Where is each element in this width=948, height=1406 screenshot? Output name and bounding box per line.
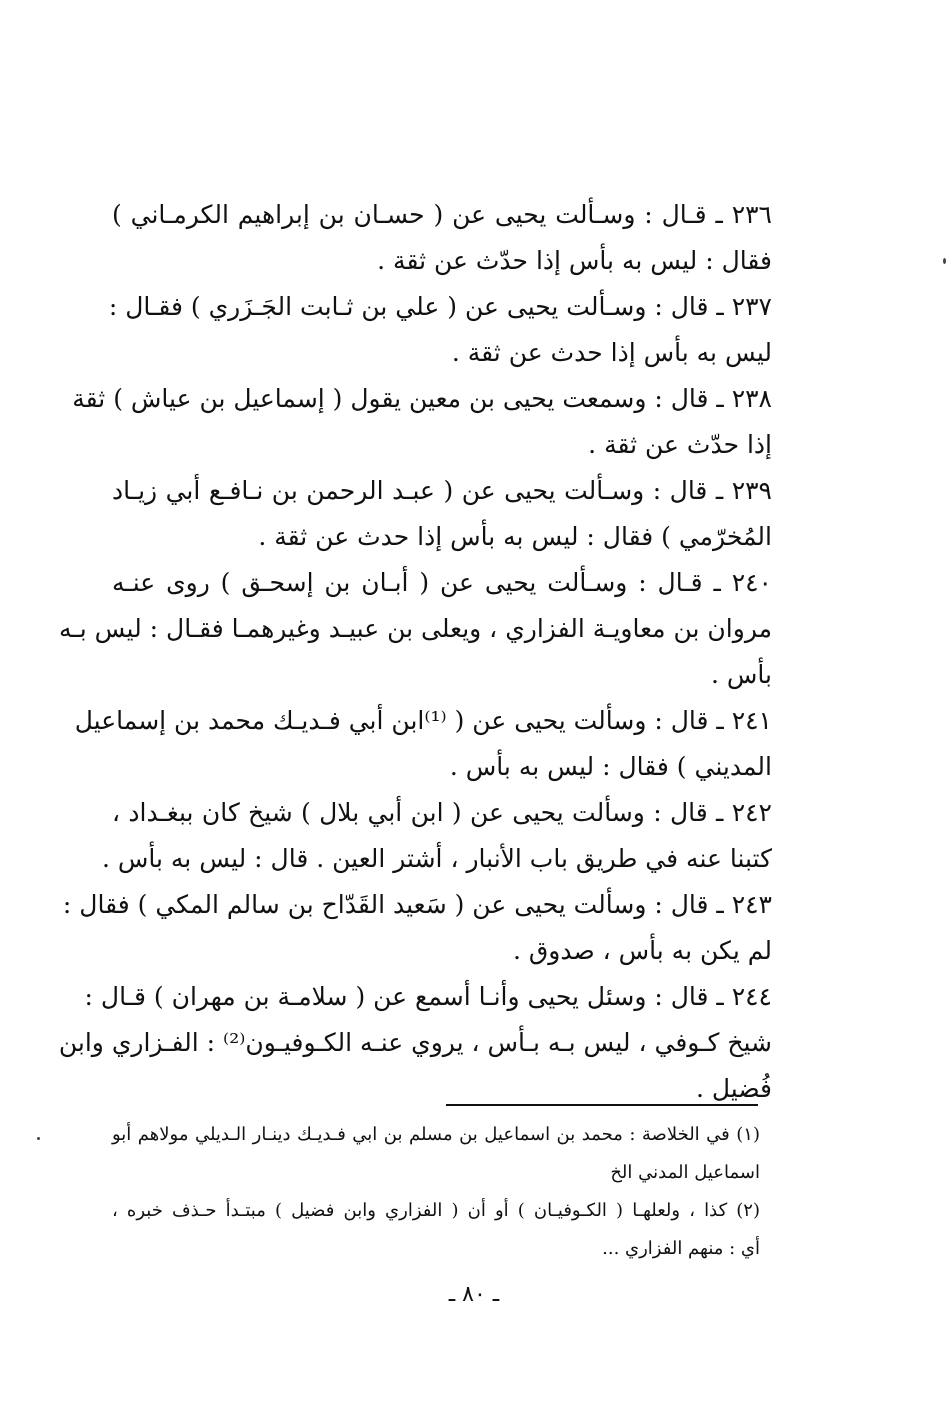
- body-line: إذا حدّث عن ثقة .: [588, 430, 772, 459]
- body-line: ٢٣٦ ـ قـال : وسـألت يحيى عن ( حسـان بن إبراهيم الكرمـاني ): [112, 200, 772, 229]
- footnotes: [112, 1116, 760, 1268]
- scan-speck: [37, 1137, 40, 1140]
- body-line: ٢٣٨ ـ قال : وسمعت يحيى بن معين يقول ( إسماعيل بن عياش ) ثقة: [72, 384, 772, 413]
- body-line: ٢٤٤ ـ قال : وسئل يحيى وأنـا أسمع عن ( سلامـة بن مهران ) قـال :: [84, 982, 772, 1011]
- footnote-line: أي : منهم الفزاري ...: [602, 1238, 760, 1259]
- body-line: المديني ) فقال : ليس به بأس .: [449, 752, 772, 781]
- footnote-line: (٢) كذا ، ولعلهـا ( الكـوفيـان ) أو أن ( الفزاري وابن فضيل ) مبتـدأ حـذف خبره ،: [112, 1200, 760, 1221]
- body-line: ليس به بأس إذا حدث عن ثقة .: [451, 338, 772, 367]
- page-number: ـ ٨٠ ـ: [448, 1282, 500, 1307]
- body-line: ٢٣٧ ـ قال : وسـألت يحيى عن ( علي بن ثـابت الجَـزَري ) فقـال :: [108, 292, 772, 321]
- body-line: لم يكن به بأس ، صدوق .: [512, 936, 772, 965]
- body-line: بأس .: [711, 660, 772, 689]
- main-text: [58, 192, 772, 1112]
- body-line: فُضيل .: [695, 1074, 772, 1103]
- scan-speck: [943, 258, 946, 264]
- body-line: كتبنا عنه في طريق باب الأنبار ، أشتر العين . قال : ليس به بأس .: [101, 844, 772, 873]
- footnote-line: (١) في الخلاصة : محمد بن اسماعيل بن مسلم بن ابي فـديـك دينـار الـديلي مولاهم أبو: [112, 1124, 760, 1145]
- footnote-separator: [446, 1104, 758, 1106]
- body-line: ٢٤٠ ـ قـال : وسـألت يحيى عن ( أبـان بن إسحـق ) روى عنـه: [112, 568, 772, 597]
- body-line: ٢٤١ ـ قال : وسألت يحيى عن ( ⁽¹⁾ابن أبي فـديـك محمد بن إسماعيل: [74, 706, 772, 735]
- body-line: ٢٤٣ ـ قال : وسألت يحيى عن ( سَعيد القَدّاح بن سالم المكي ) فقال :: [62, 890, 772, 919]
- body-line: ٢٣٩ ـ قال : وسـألت يحيى عن ( عبـد الرحمن بن نـافـع أبي زيـاد: [112, 476, 772, 505]
- body-line: شيخ كـوفي ، ليس بـه بـأس ، يروي عنـه الكـوفيـون⁽²⁾ : الفـزاري وابن: [58, 1028, 772, 1057]
- footnote-line: اسماعيل المدني الخ: [610, 1162, 760, 1183]
- body-line: المُخرّمي ) فقال : ليس به بأس إذا حدث عن ثقة .: [258, 522, 772, 551]
- body-line: ٢٤٢ ـ قال : وسألت يحيى عن ( ابن أبي بلال ) شيخ كان ببغـداد ،: [112, 798, 772, 827]
- body-line: مروان بن معاويـة الفزاري ، ويعلى بن عبيـد وغيرهمـا فقـال : ليس بـه: [59, 614, 772, 643]
- body-line: فقال : ليس به بأس إذا حدّث عن ثقة .: [377, 246, 772, 275]
